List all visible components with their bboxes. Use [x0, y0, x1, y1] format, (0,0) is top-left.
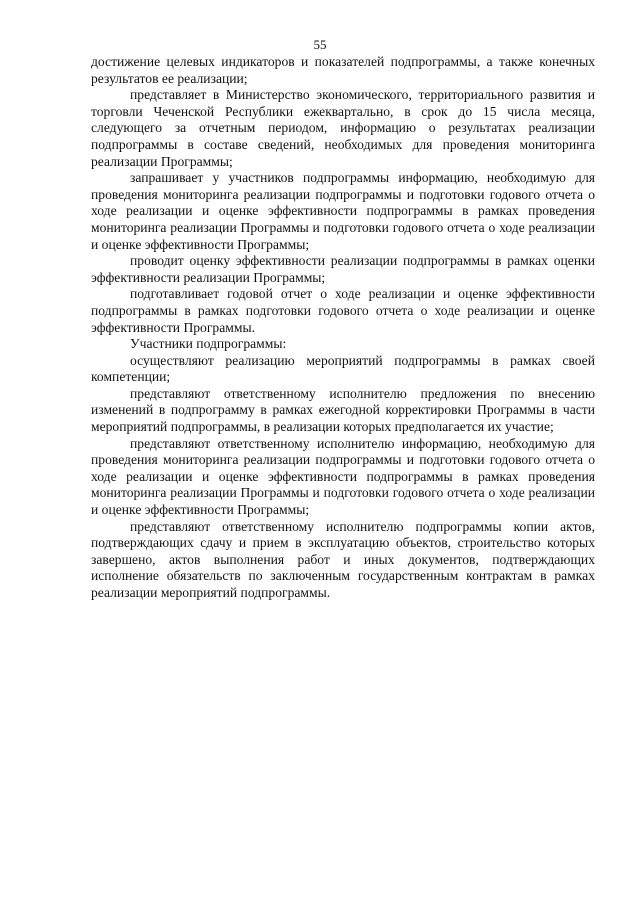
paragraph: подготавливает годовой отчет о ходе реализации и оценке эффективности подпрограммы в рамках подготовки годового отчета о ходе реализации и оценке эффективности Программы. [91, 286, 595, 335]
paragraph: представляет в Министерство экономического, территориального развития и торговли Чеченской Республики ежеквартально, в срок до 15 числа месяца, следующего за отчетным периодом, информацию о результатах реализации подпрограммы в составе сведений, необходимых для проведения мониторинга реализации Программы; [91, 87, 595, 169]
paragraph: представляют ответственному исполнителю подпрограммы копии актов, подтверждающих сдачу и прием в эксплуатацию объектов, строительство которых завершено, актов выполнения работ и иных документов, подтверждающих исполнение обязательств по заключенным государственным контрактам в рамках реализации мероприятий подпрограммы. [91, 518, 595, 600]
paragraph: запрашивает у участников подпрограммы информацию, необходимую для проведения мониторинга реализации подпрограммы и подготовки годового отчета о ходе реализации и оценке эффективности подпрограммы в рамках проведения мониторинга реализации Программы и подготовки годового отчета о ходе реализации и оценке эффективности Программы; [91, 170, 595, 252]
body-text [91, 54, 595, 602]
page-number: 55 [313, 37, 327, 52]
paragraph: проводит оценку эффективности реализации подпрограммы в рамках оценки эффективности реализации Программы; [91, 253, 595, 285]
paragraph: представляют ответственному исполнителю предложения по внесению изменений в подпрограмму в рамках ежегодной корректировки Программы в части мероприятий подпрограммы, в реализации которых предполагается их участие; [91, 385, 595, 435]
paragraph: осуществляют реализацию мероприятий подпрограммы в рамках своей компетенции; [91, 352, 595, 385]
paragraph: Участники подпрограммы: [130, 336, 287, 352]
paragraph: достижение целевых индикаторов и показателей подпрограммы, а также конечных результатов ее реализации; [91, 54, 595, 86]
paragraph: представляют ответственному исполнителю информацию, необходимую для проведения мониторинга реализации подпрограммы и подготовки годового отчета о ходе реализации и оценке эффективности подпрограммы в рамках проведения мониторинга реализации Программы и подготовки годового отчета о ходе реализации и оценке эффективности Программы; [91, 435, 595, 518]
